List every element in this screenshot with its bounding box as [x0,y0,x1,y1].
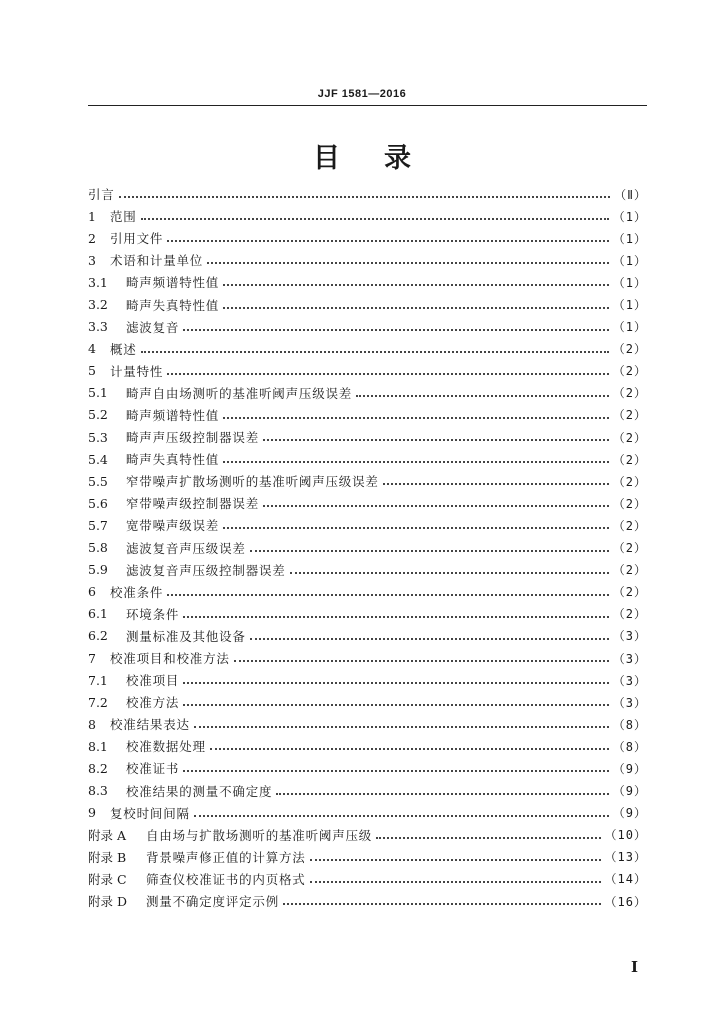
toc-entry-page: （2） [612,342,647,357]
toc-entry-title: 畸声失真特性值 [126,452,220,468]
toc-entry-page: （Ⅱ） [614,187,647,202]
toc-entry[interactable] [88,647,647,669]
toc-entry-title: 校准项目 [126,673,180,689]
toc-entry-page: （2） [612,563,647,578]
toc-entry-number: 3.2 [88,297,108,313]
toc-entry[interactable] [88,426,647,448]
title-char-1: 目 [313,143,340,174]
dot-leader [310,881,601,883]
toc-entry[interactable] [88,382,647,404]
toc-entry-title: 术语和计量单位 [110,253,204,269]
dot-leader [141,351,609,353]
toc-entry-title: 测量不确定度评定示例 [146,894,280,910]
toc-entry[interactable] [88,183,647,205]
toc-entry-title: 校准条件 [110,584,164,600]
dot-leader [194,815,609,817]
toc-entry-number: 5.3 [88,429,108,445]
toc-entry-page: （2） [612,474,647,489]
toc-entry[interactable] [88,868,647,890]
title-char-2: 录 [384,143,411,174]
toc-entry[interactable] [88,780,647,802]
toc-entry[interactable] [88,271,647,293]
toc-entry-number: 3.3 [88,319,108,335]
toc-entry-title: 校准项目和校准方法 [110,651,230,667]
toc-entry-page: （8） [612,739,647,754]
toc-entry-title: 宽带噪声级误差 [126,518,220,534]
document-code: JJF 1581—2016 [317,88,407,100]
toc-entry-page: （3） [612,695,647,710]
table-of-contents [88,183,647,912]
toc-entry-page: （2） [612,496,647,511]
dot-leader [167,373,609,375]
toc-entry[interactable] [88,581,647,603]
toc-entry-number: 5.6 [88,495,108,511]
dot-leader [223,417,609,419]
toc-entry[interactable] [88,470,647,492]
toc-entry[interactable] [88,293,647,315]
toc-entry-title: 引用文件 [110,231,164,247]
dot-leader [283,903,601,905]
toc-entry-number: 5.5 [88,473,108,489]
toc-entry-number: 5.8 [88,540,108,556]
dot-leader [167,240,609,242]
dot-leader [183,329,609,331]
toc-entry-number: 8 [88,716,96,732]
toc-entry-title: 滤波复音声压级误差 [126,540,246,556]
toc-entry[interactable] [88,404,647,426]
toc-entry-page: （8） [612,717,647,732]
dot-leader [376,837,600,839]
toc-entry-number: 附录 B [88,849,127,865]
dot-leader [223,307,609,309]
toc-entry[interactable] [88,249,647,271]
toc-entry-page: （2） [612,364,647,379]
toc-entry[interactable] [88,625,647,647]
dot-leader [250,638,609,640]
toc-entry-number: 9 [88,805,96,821]
toc-entry-page: （2） [612,518,647,533]
toc-entry-page: （1） [612,298,647,313]
toc-entry-page: （2） [612,541,647,556]
toc-entry-title: 滤波复音 [126,319,180,335]
toc-entry-page: （13） [604,850,647,865]
toc-entry-title: 窄带噪声级控制器误差 [126,496,260,512]
toc-entry-page: （3） [612,673,647,688]
dot-leader [276,793,608,795]
toc-entry-page: （16） [604,894,647,909]
dot-leader [183,704,609,706]
toc-entry-number: 附录 A [88,827,127,843]
toc-entry[interactable] [88,846,647,868]
toc-entry-number: 8.3 [88,783,108,799]
toc-entry-title: 滤波复音声压级控制器误差 [126,562,286,578]
toc-entry-number: 6 [88,584,96,600]
toc-entry-number: 8.1 [88,738,108,754]
toc-entry-page: （2） [612,408,647,423]
toc-entry-page: （3） [612,651,647,666]
toc-entry-number: 6.2 [88,628,108,644]
toc-entry-number: 5 [88,363,96,379]
toc-entry[interactable] [88,824,647,846]
toc-entry-number: 5.2 [88,407,108,423]
toc-entry-number: 4 [88,341,96,357]
toc-entry-page: （10） [604,828,647,843]
dot-leader [119,196,610,198]
toc-entry-page: （2） [612,430,647,445]
toc-entry-title: 计量特性 [110,363,164,379]
toc-entry[interactable] [88,338,647,360]
toc-entry-title: 校准结果表达 [110,717,190,733]
toc-entry[interactable] [88,492,647,514]
toc-entry-number: 7.2 [88,694,108,710]
toc-entry[interactable] [88,537,647,559]
toc-entry-title: 校准方法 [126,695,180,711]
toc-entry[interactable] [88,691,647,713]
toc-entry-page: （9） [612,806,647,821]
page-title [0,136,724,175]
toc-entry-title: 自由场与扩散场测听的基准听阈声压级 [146,827,373,843]
toc-entry[interactable] [88,514,647,536]
dot-leader [290,572,609,574]
dot-leader [207,262,609,264]
toc-entry-number: 5.4 [88,451,108,467]
toc-entry-page: （9） [612,784,647,799]
dot-leader [223,284,609,286]
toc-entry-page: （1） [612,231,647,246]
toc-entry-page: （2） [612,585,647,600]
dot-leader [141,218,609,220]
toc-entry[interactable] [88,559,647,581]
toc-entry-page: （1） [612,253,647,268]
toc-entry-title: 环境条件 [126,606,180,622]
dot-leader [194,726,609,728]
dot-leader [223,461,609,463]
toc-entry[interactable] [88,448,647,470]
toc-entry[interactable] [88,890,647,912]
toc-entry-number: 3.1 [88,274,108,290]
toc-entry-page: （2） [612,452,647,467]
toc-entry[interactable] [88,802,647,824]
toc-entry-number: 1 [88,208,96,224]
toc-entry-number: 8.2 [88,760,108,776]
toc-entry-title: 引言 [88,187,115,203]
toc-entry[interactable] [88,603,647,625]
toc-entry-title: 校准数据处理 [126,739,206,755]
toc-entry-page: （1） [612,320,647,335]
dot-leader [183,770,609,772]
toc-entry-title: 畸声声压级控制器误差 [126,430,260,446]
dot-leader [234,660,609,662]
toc-entry-number: 7.1 [88,672,108,688]
toc-entry-title: 复校时间间隔 [110,805,190,821]
toc-entry-title: 测量标准及其他设备 [126,628,246,644]
toc-entry-number: 附录 D [88,894,127,910]
toc-entry-number: 3 [88,252,96,268]
toc-entry-page: （14） [604,872,647,887]
toc-entry-number: 6.1 [88,606,108,622]
toc-entry-number: 2 [88,230,96,246]
toc-entry-page: （9） [612,761,647,776]
toc-entry-number: 5.9 [88,562,108,578]
toc-entry-number: 7 [88,650,96,666]
toc-entry-title: 校准证书 [126,761,180,777]
toc-entry-page: （3） [612,629,647,644]
toc-entry-number: 5.7 [88,517,108,533]
dot-leader [223,527,609,529]
toc-entry-title: 畸声自由场测听的基准听阈声压级误差 [126,385,353,401]
toc-entry-title: 畸声失真特性值 [126,297,220,313]
dot-leader [167,594,609,596]
toc-entry[interactable] [88,735,647,757]
toc-entry-title: 范围 [110,209,137,225]
toc-entry-page: （1） [612,209,647,224]
toc-entry[interactable] [88,360,647,382]
toc-entry-number: 附录 C [88,871,127,887]
toc-entry[interactable] [88,227,647,249]
toc-entry-title: 概述 [110,341,137,357]
toc-entry-page: （2） [612,607,647,622]
toc-entry-title: 筛查仪校准证书的内页格式 [146,871,306,887]
toc-entry[interactable] [88,669,647,691]
toc-entry-title: 窄带噪声扩散场测听的基准听阈声压级误差 [126,474,379,490]
toc-entry[interactable] [88,205,647,227]
toc-entry-title: 畸声频谱特性值 [126,407,220,423]
toc-entry-number: 5.1 [88,385,108,401]
toc-entry-title: 畸声频谱特性值 [126,275,220,291]
dot-leader [250,550,609,552]
toc-entry[interactable] [88,316,647,338]
dot-leader [263,439,609,441]
toc-entry[interactable] [88,757,647,779]
dot-leader [210,748,609,750]
dot-leader [356,395,609,397]
dot-leader [310,859,601,861]
toc-entry-title: 校准结果的测量不确定度 [126,783,273,799]
toc-entry-title: 背景噪声修正值的计算方法 [146,849,306,865]
toc-entry-page: （1） [612,275,647,290]
header-rule [88,105,647,106]
page-folio: I [631,958,639,976]
toc-entry-page: （2） [612,386,647,401]
toc-entry[interactable] [88,713,647,735]
dot-leader [383,483,609,485]
dot-leader [263,505,609,507]
dot-leader [183,682,609,684]
dot-leader [183,616,609,618]
